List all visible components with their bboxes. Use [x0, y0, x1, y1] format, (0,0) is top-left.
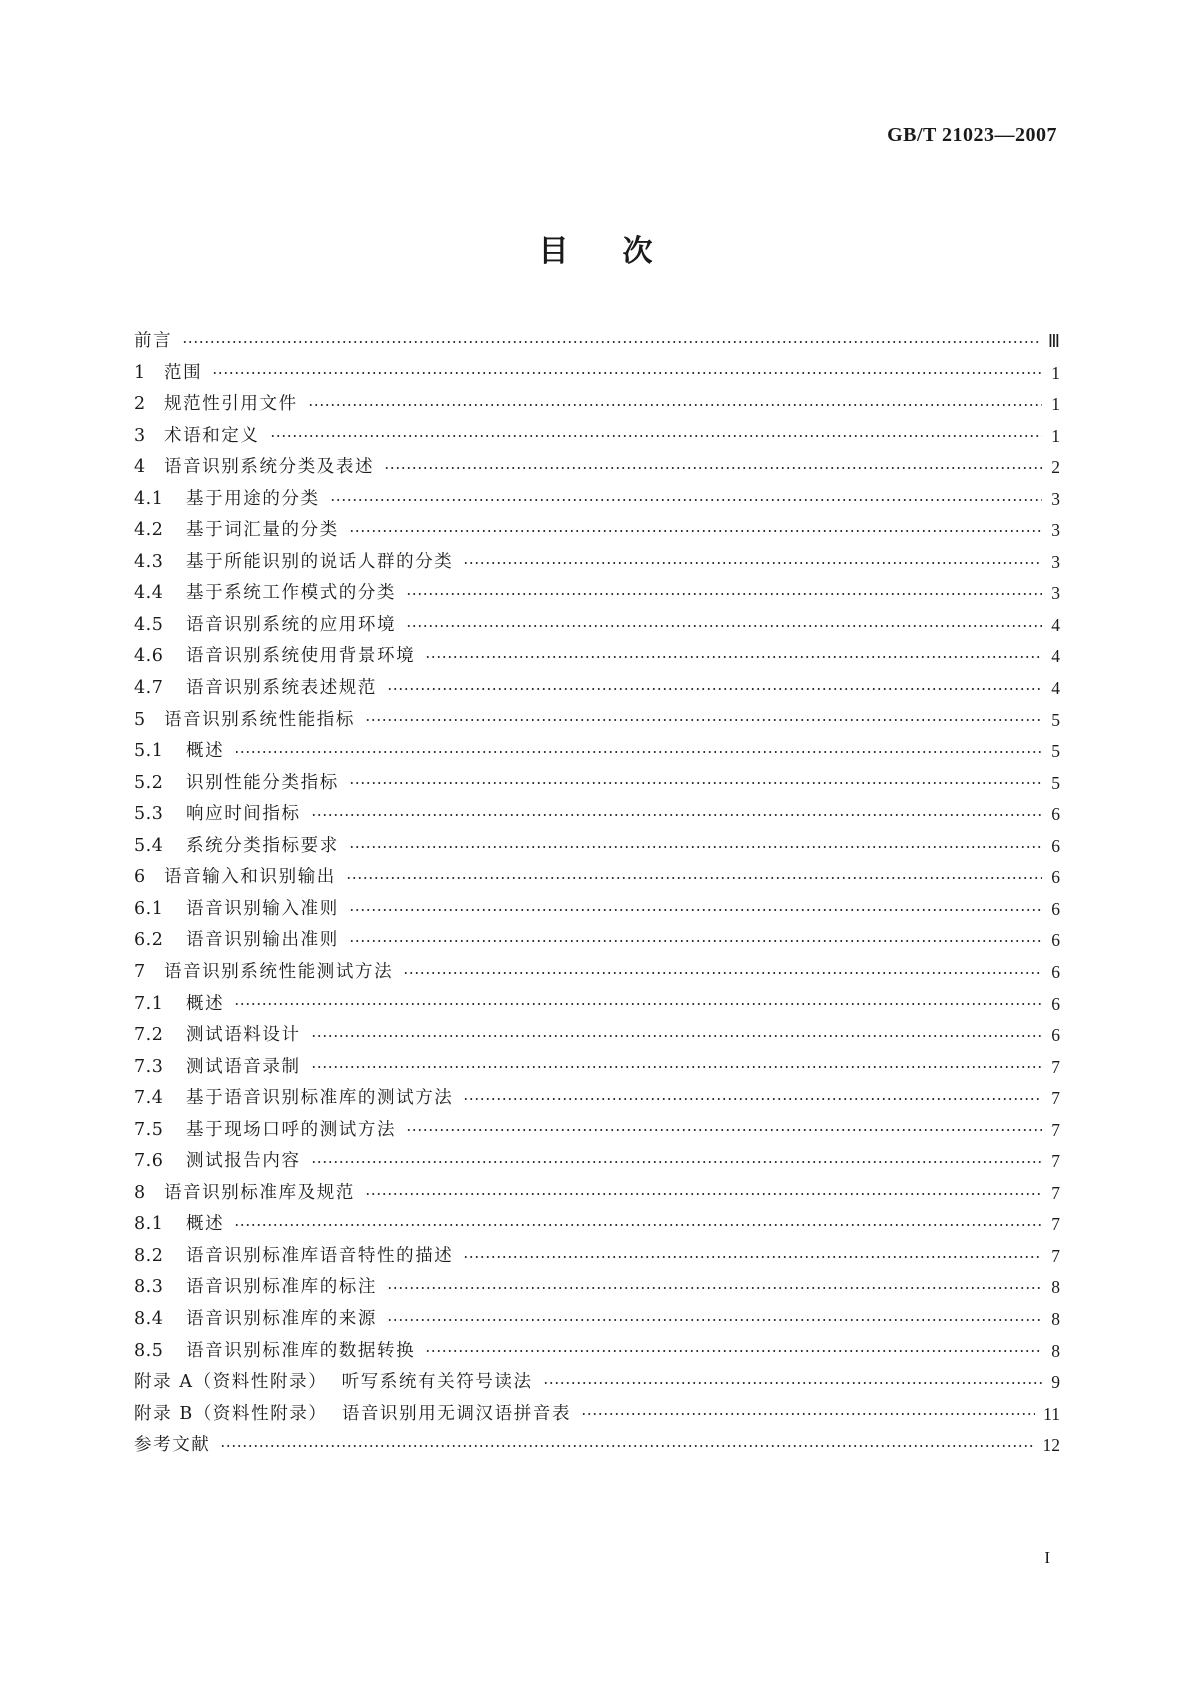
toc-entry[interactable]: [134, 894, 1060, 926]
toc-entry-label: 语音识别标准库的来源: [186, 1308, 377, 1329]
dot-leader: [234, 998, 1042, 1010]
toc-entry[interactable]: [134, 1178, 1060, 1210]
dot-leader: [463, 1093, 1042, 1105]
toc-entry-number: 5.3: [134, 804, 164, 825]
toc-entry-page: 4: [1051, 614, 1060, 635]
toc-entry-page: 7: [1051, 1214, 1060, 1235]
toc-entry[interactable]: [134, 1115, 1060, 1147]
toc-entry-label: 参考文献: [134, 1435, 211, 1456]
toc-entry-page: 7: [1051, 1245, 1060, 1266]
toc-entry-page: 6: [1051, 898, 1060, 919]
toc-entry-page: 7: [1051, 1182, 1060, 1203]
toc-entry-number: 4.6: [134, 646, 164, 667]
toc-entry-label: 概述: [186, 993, 225, 1014]
toc-entry-page: 8: [1051, 1277, 1060, 1298]
toc-entry-page: 3: [1051, 520, 1060, 541]
toc-entry[interactable]: [134, 1399, 1060, 1431]
toc-entry-label: 术语和定义: [164, 425, 260, 446]
toc-entry[interactable]: [134, 484, 1060, 516]
toc-entry-page: 6: [1051, 804, 1060, 825]
toc-entry-label: 基于系统工作模式的分类: [186, 583, 397, 604]
toc-entry-label: 概述: [186, 741, 225, 762]
toc-entry-page: 9: [1051, 1372, 1060, 1393]
dot-leader: [234, 746, 1042, 758]
toc-entry-label: 基于词汇量的分类: [186, 520, 339, 541]
dot-leader: [349, 904, 1042, 916]
dot-leader: [406, 588, 1042, 600]
toc-entry-label: 基于所能识别的说话人群的分类: [186, 551, 454, 572]
toc-entry-label: 测试语料设计: [186, 1025, 301, 1046]
toc-entry[interactable]: [134, 831, 1060, 863]
toc-entry-page: 6: [1051, 961, 1060, 982]
dot-leader: [425, 1345, 1042, 1357]
toc-entry[interactable]: [134, 610, 1060, 642]
toc-entry[interactable]: [134, 957, 1060, 989]
dot-leader: [384, 462, 1042, 474]
toc-entry-page: 8: [1051, 1340, 1060, 1361]
toc-entry-label: 语音输入和识别输出: [164, 867, 336, 888]
toc-entry-label: 语音识别标准库的标注: [186, 1277, 377, 1298]
toc-entry-page: 3: [1051, 583, 1060, 604]
toc-entry[interactable]: [134, 925, 1060, 957]
toc-entry-label: 语音识别标准库语音特性的描述: [186, 1245, 454, 1266]
toc-entry-number: 4.4: [134, 583, 164, 604]
toc-entry-page: 8: [1051, 1308, 1060, 1329]
toc-entry-label: 语音识别系统性能指标: [164, 709, 355, 730]
toc-entry-number: 8.1: [134, 1214, 164, 1235]
toc-entry-number: 7.4: [134, 1088, 164, 1109]
toc-entry-number: 8.3: [134, 1277, 164, 1298]
toc-entry-number: 6.2: [134, 930, 164, 951]
toc-entry-page: 7: [1051, 1088, 1060, 1109]
dot-leader: [311, 809, 1042, 821]
toc-entry-label: 前言: [134, 331, 173, 352]
toc-entry-page: 12: [1042, 1435, 1060, 1456]
toc-entry-label: 识别性能分类指标: [186, 772, 339, 793]
toc-entry[interactable]: [134, 421, 1060, 453]
toc-entry-page: 4: [1051, 678, 1060, 699]
toc-entry[interactable]: [134, 705, 1060, 737]
dot-leader: [270, 430, 1043, 442]
toc-entry-page: 5: [1051, 709, 1060, 730]
toc-entry-label: 语音识别系统使用背景环境: [186, 646, 416, 667]
toc-entry-number: 8.2: [134, 1245, 164, 1266]
dot-leader: [234, 1219, 1042, 1231]
toc-entry[interactable]: [134, 515, 1060, 547]
toc-entry-page: 7: [1051, 1056, 1060, 1077]
dot-leader: [365, 1188, 1042, 1200]
toc-entry-page: 7: [1051, 1151, 1060, 1172]
toc-entry-number: 8.5: [134, 1340, 164, 1361]
toc-entry-page: Ⅲ: [1047, 331, 1060, 352]
toc-entry-label: 语音识别输入准则: [186, 898, 339, 919]
dot-leader: [349, 935, 1042, 947]
toc-entry-number: 1: [134, 362, 146, 383]
toc-entry-number: 8: [134, 1182, 146, 1203]
toc-entry[interactable]: [134, 1083, 1060, 1115]
dot-leader: [406, 620, 1042, 632]
toc-entry-page: 7: [1051, 1119, 1060, 1140]
toc-entry[interactable]: [134, 641, 1060, 673]
dot-leader: [349, 525, 1042, 537]
toc-entry[interactable]: [134, 1304, 1060, 1336]
dot-leader: [308, 399, 1042, 411]
toc-entry-number: 7.3: [134, 1056, 164, 1077]
toc-entry-label: 语音识别输出准则: [186, 930, 339, 951]
toc-entry[interactable]: [134, 1146, 1060, 1178]
toc-entry-number: 4.1: [134, 488, 164, 509]
toc-entry-label: 范围: [164, 362, 203, 383]
toc-entry-page: 5: [1051, 741, 1060, 762]
toc-entry[interactable]: [134, 452, 1060, 484]
toc-entry-number: 6.1: [134, 898, 164, 919]
toc-entry-number: 3: [134, 425, 146, 446]
toc-entry-page: 6: [1051, 835, 1060, 856]
toc-entry-page: 1: [1051, 425, 1060, 446]
dot-leader: [311, 1030, 1042, 1042]
toc-entry-label: 附录 B（资料性附录） 语音识别用无调汉语拼音表: [134, 1403, 572, 1424]
toc-entry[interactable]: [134, 673, 1060, 705]
toc-entry-label: 语音识别系统的应用环境: [186, 614, 397, 635]
toc-entry-number: 5.2: [134, 772, 164, 793]
toc-entry-page: 3: [1051, 551, 1060, 572]
toc-entry[interactable]: [134, 988, 1060, 1020]
toc-entry[interactable]: [134, 1052, 1060, 1084]
toc-entry-label: 附录 A（资料性附录） 听写系统有关符号读法: [134, 1372, 533, 1393]
dot-leader: [463, 1251, 1042, 1263]
toc-entry-label: 基于现场口呼的测试方法: [186, 1119, 397, 1140]
toc-entry-label: 语音识别系统表述规范: [186, 678, 377, 699]
toc-entry-number: 4.3: [134, 551, 164, 572]
toc-entry-number: 4.7: [134, 678, 164, 699]
dot-leader: [406, 1124, 1042, 1136]
standard-code: GB/T 21023—2007: [887, 124, 1057, 146]
toc-entry[interactable]: [134, 1241, 1060, 1273]
dot-leader: [365, 714, 1042, 726]
dot-leader: [212, 367, 1042, 379]
toc-entry-label: 响应时间指标: [186, 804, 301, 825]
dot-leader: [330, 494, 1042, 506]
dot-leader: [311, 1061, 1042, 1073]
toc-entry-number: 7.1: [134, 993, 164, 1014]
toc-entry-page: 2: [1051, 457, 1060, 478]
dot-leader: [543, 1377, 1042, 1389]
dot-leader: [182, 336, 1040, 348]
toc-entry-number: 7.2: [134, 1025, 164, 1046]
toc-entry-label: 测试报告内容: [186, 1151, 301, 1172]
page-number: I: [1044, 1548, 1050, 1567]
toc-entry[interactable]: [134, 358, 1060, 390]
dot-leader: [387, 1314, 1042, 1326]
toc-entry-label: 语音识别标准库的数据转换: [186, 1340, 416, 1361]
toc-entry-page: 5: [1051, 772, 1060, 793]
toc-entry-number: 5.4: [134, 835, 164, 856]
toc-entry[interactable]: [134, 1272, 1060, 1304]
toc-entry[interactable]: [134, 547, 1060, 579]
toc-entry-page: 11: [1043, 1403, 1060, 1424]
toc-entry-number: 4: [134, 457, 146, 478]
toc-entry-label: 语音识别标准库及规范: [164, 1182, 355, 1203]
toc-entry-page: 6: [1051, 930, 1060, 951]
toc-entry-label: 系统分类指标要求: [186, 835, 339, 856]
toc-entry-number: 8.4: [134, 1308, 164, 1329]
toc-entry-label: 基于用途的分类: [186, 488, 320, 509]
toc-entry-label: 规范性引用文件: [164, 394, 298, 415]
dot-leader: [346, 872, 1042, 884]
toc-entry-number: 2: [134, 394, 146, 415]
dot-leader: [581, 1408, 1035, 1420]
toc-entry-label: 语音识别系统性能测试方法: [164, 961, 394, 982]
page-title: 目次: [538, 234, 707, 269]
toc-entry-number: 5: [134, 709, 146, 730]
toc-entry-label: 语音识别系统分类及表述: [164, 457, 375, 478]
dot-leader: [387, 1282, 1042, 1294]
toc-entry[interactable]: [134, 736, 1060, 768]
toc-entry[interactable]: [134, 389, 1060, 421]
toc-entry-page: 1: [1051, 394, 1060, 415]
toc-entry[interactable]: [134, 578, 1060, 610]
toc-entry[interactable]: [134, 1367, 1060, 1399]
toc-entry[interactable]: [134, 799, 1060, 831]
toc-entry[interactable]: [134, 1020, 1060, 1052]
toc-entry[interactable]: [134, 862, 1060, 894]
dot-leader: [311, 1156, 1042, 1168]
dot-leader: [220, 1440, 1034, 1452]
toc-entry-number: 7.5: [134, 1119, 164, 1140]
toc-entry[interactable]: [134, 1336, 1060, 1368]
toc-entry-label: 测试语音录制: [186, 1056, 301, 1077]
dot-leader: [387, 683, 1042, 695]
dot-leader: [425, 651, 1042, 663]
toc-entry-page: 6: [1051, 867, 1060, 888]
dot-leader: [463, 557, 1042, 569]
toc-entry-number: 4.5: [134, 614, 164, 635]
toc-entry[interactable]: [134, 768, 1060, 800]
toc-entry[interactable]: [134, 326, 1060, 358]
toc-entry-page: 3: [1051, 488, 1060, 509]
dot-leader: [349, 777, 1042, 789]
toc-entry-label: 基于语音识别标准库的测试方法: [186, 1088, 454, 1109]
toc-entry-page: 6: [1051, 1025, 1060, 1046]
toc-entry-page: 4: [1051, 646, 1060, 667]
toc-entry[interactable]: [134, 1430, 1060, 1462]
dot-leader: [349, 841, 1042, 853]
toc-entry-number: 7.6: [134, 1151, 164, 1172]
toc-entry[interactable]: [134, 1209, 1060, 1241]
dot-leader: [403, 967, 1042, 979]
toc-entry-page: 6: [1051, 993, 1060, 1014]
toc-entry-label: 概述: [186, 1214, 225, 1235]
toc-entry-number: 5.1: [134, 741, 164, 762]
toc-entry-number: 4.2: [134, 520, 164, 541]
table-of-contents: [134, 326, 1060, 1462]
toc-entry-page: 1: [1051, 362, 1060, 383]
toc-entry-number: 7: [134, 961, 146, 982]
toc-entry-number: 6: [134, 867, 146, 888]
